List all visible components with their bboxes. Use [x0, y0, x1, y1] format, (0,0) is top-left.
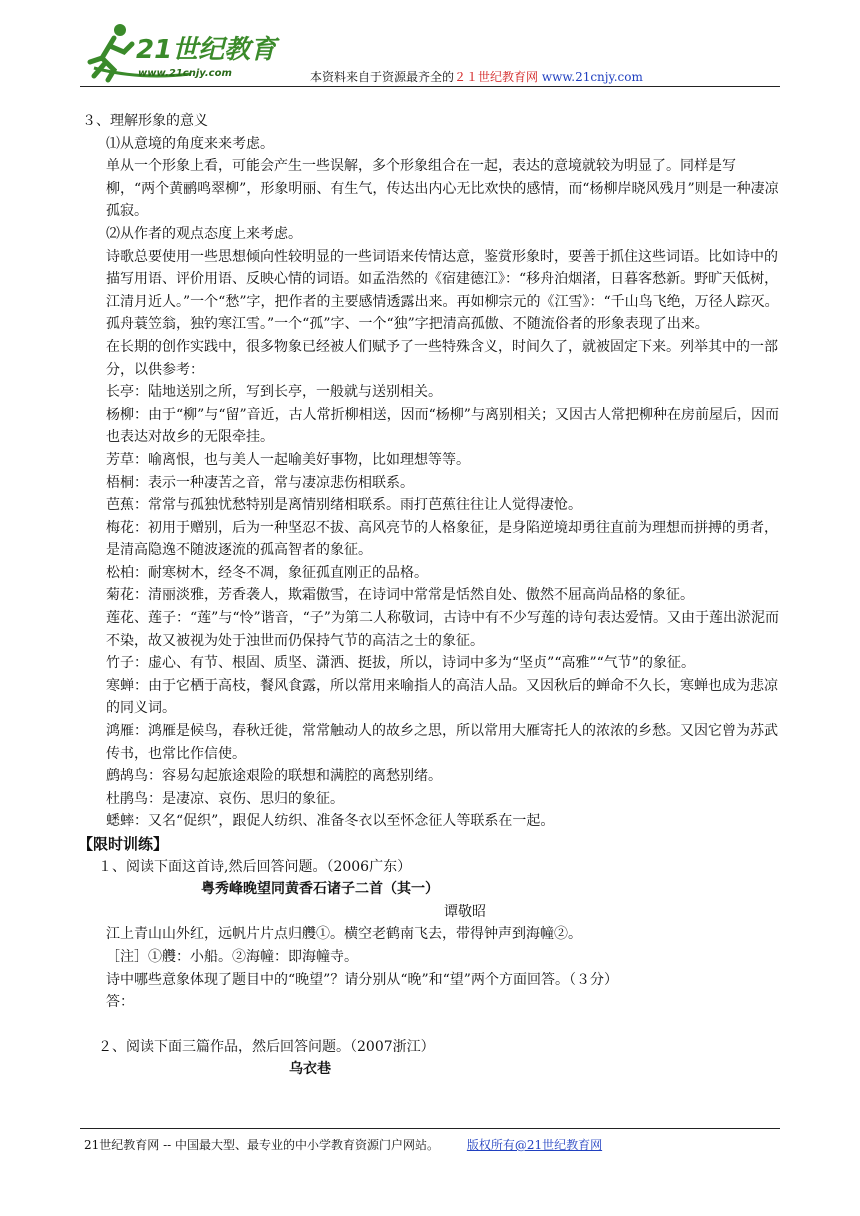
- list-item: 长亭：陆地送别之所，写到长亭，一般就与送别相关。: [106, 384, 442, 401]
- paragraph: ⑵从作者的观点态度上来考虑。: [106, 225, 302, 242]
- list-item: 鸿雁：鸿雁是候鸟，春秋迁徙，常常触动人的故乡之思，所以常用大雁寄托人的浓浓的乡愁。又因它曾为苏武传书，也常比作信使。: [106, 723, 778, 762]
- list-item: 蟋蟀：又名“促织”，跟促人纺织、准备冬衣以至怀念征人等联系在一起。: [106, 813, 555, 830]
- footer-copyright-link[interactable]: 版权所有@21世纪教育网: [466, 1138, 603, 1152]
- poem-title-2: 乌衣巷: [289, 1061, 331, 1078]
- paragraph: ⑴从意境的角度来来考虑。: [106, 135, 274, 152]
- header-prefix: 本资料来自于资源最齐全的: [310, 70, 455, 84]
- list-item: 芭蕉：常常与孤独忧愁特别是离情别绪相联系。雨打芭蕉往往让人觉得凄怆。: [106, 497, 582, 514]
- list-item: 莲花、莲子：“莲”与“怜”谐音，“子”为第二人称敬词，古诗中有不少写莲的诗句表达爱情。又由于莲出淤泥而不染，故又被视为处于浊世而仍保持气节的高洁之士的象征。: [106, 610, 779, 649]
- list-item: 寒蝉：由于它栖于高枝，餐风食露，所以常用来喻指人的高洁人品。又因秋后的蝉命不久长，寒蝉也成为悲凉的同义词。: [106, 677, 778, 717]
- svg-text:21世纪教育: 21世纪教育: [136, 35, 277, 65]
- header-site-name: ２１世纪教育网: [454, 70, 539, 84]
- header-site-url[interactable]: www.21cnjy.com: [541, 70, 643, 84]
- site-logo: [80, 18, 290, 84]
- paragraph: 诗歌总要使用一些思想倾向性较明显的一些词语来传情达意，鉴赏形象时，要善于抓住这些词语。比如诗中的描写用语、评价用语、反映心情的词语。如孟浩然的《宿建德江》：“移舟泊烟渚，日暮客愁新。野旷天低树，江清月近人。”一个“愁”字，把作者的主要感情透露出来。再如柳宗元的《江雪》：“千山鸟飞绝，万径人踪灭。孤舟蓑笠翁，独钓寒江雪。”一个“孤”字、一个“独”字把清高孤傲、不随流俗者的形象表现了出来。: [106, 248, 779, 333]
- section-title: ３、理解形象的意义: [82, 113, 208, 129]
- poem-note: ［注］①艭：小船。②海幢：即海幢寺。: [106, 948, 358, 965]
- paragraph: 单从一个形象上看，可能会产生一些误解，多个形象组合在一起，表达的意境就较为明显了。同样是写柳，“两个黄鹂鸣翠柳”，形象明丽、有生气，传达出内心无比欢快的感情，而“杨柳岸晓风残月”则是一种凄凉孤寂。: [106, 158, 779, 220]
- poem-text: 江上青山山外红，远帆片片点归艭①。横空老鹤南飞去，带得钟声到海幢②。: [106, 926, 582, 943]
- document-body: [78, 110, 782, 1081]
- question-2-intro: ２、阅读下面三篇作品，然后回答问题。（2007浙江）: [98, 1038, 435, 1055]
- list-item: 梅花：初用于赠别，后为一种坚忍不拔、高风亮节的人格象征，是身陷逆境却勇往直前为理想而拼搏的勇者，是清高隐逸不随波逐流的孤高智者的象征。: [106, 519, 778, 559]
- header-divider: [80, 86, 780, 87]
- answer-label: 答：: [106, 994, 134, 1011]
- list-item: 芳草：喻离恨，也与美人一起喻美好事物，比如理想等等。: [106, 451, 470, 468]
- page-header: [80, 18, 780, 84]
- list-item: 鹧鸪鸟：容易勾起旅途艰险的联想和满腔的离愁别绪。: [106, 768, 442, 785]
- training-heading: 【限时训练】: [78, 835, 169, 853]
- spacer: [106, 1014, 782, 1036]
- paragraph: 在长期的创作实践中，很多物象已经被人们赋予了一些特殊含义，时间久了，就被固定下来。列举其中的一部分，以供参考：: [106, 338, 778, 378]
- footer-text: 21世纪教育网 -- 中国最大型、最专业的中小学教育资源门户网站。: [84, 1138, 440, 1152]
- list-item: 菊花：清丽淡雅，芳香袭人，欺霜傲雪，在诗词中常常是恬然自处、傲然不屈高尚品格的象征。: [106, 587, 694, 604]
- footer-divider: [80, 1128, 780, 1129]
- list-item: 松柏：耐寒树木，经冬不凋，象征孤直刚正的品格。: [106, 564, 428, 581]
- list-item: 杜鹃鸟：是凄凉、哀伤、思归的象征。: [106, 790, 344, 807]
- list-item: 竹子：虚心、有节、根固、质坚、潇洒、挺拔，所以，诗词中多为“坚贞”“高雅”“气节”的象征。: [106, 655, 695, 672]
- poem-title: 粤秀峰晚望同黄香石诸子二首（其一）: [201, 881, 439, 898]
- question-1-intro: １、阅读下面这首诗,然后回答问题。（2006广东）: [98, 858, 412, 875]
- poem-author: 谭敬昭: [444, 903, 486, 920]
- question-1-text: 诗中哪些意象体现了题目中的“晚望”？请分别从“晚”和“望”两个方面回答。（３分）: [106, 971, 618, 988]
- header-source-line: [310, 68, 643, 85]
- list-item: 杨柳：由于“柳”与“留”音近，古人常折柳相送，因而“杨柳”与离别相关；又因古人常把柳种在房前屋后，因而也表达对故乡的无限牵挂。: [106, 406, 779, 446]
- page-footer: [84, 1136, 602, 1153]
- list-item: 梧桐：表示一种凄苦之音，常与凄凉悲伤相联系。: [106, 474, 414, 491]
- svg-text:www.21cnjy.com: www.21cnjy.com: [138, 68, 232, 79]
